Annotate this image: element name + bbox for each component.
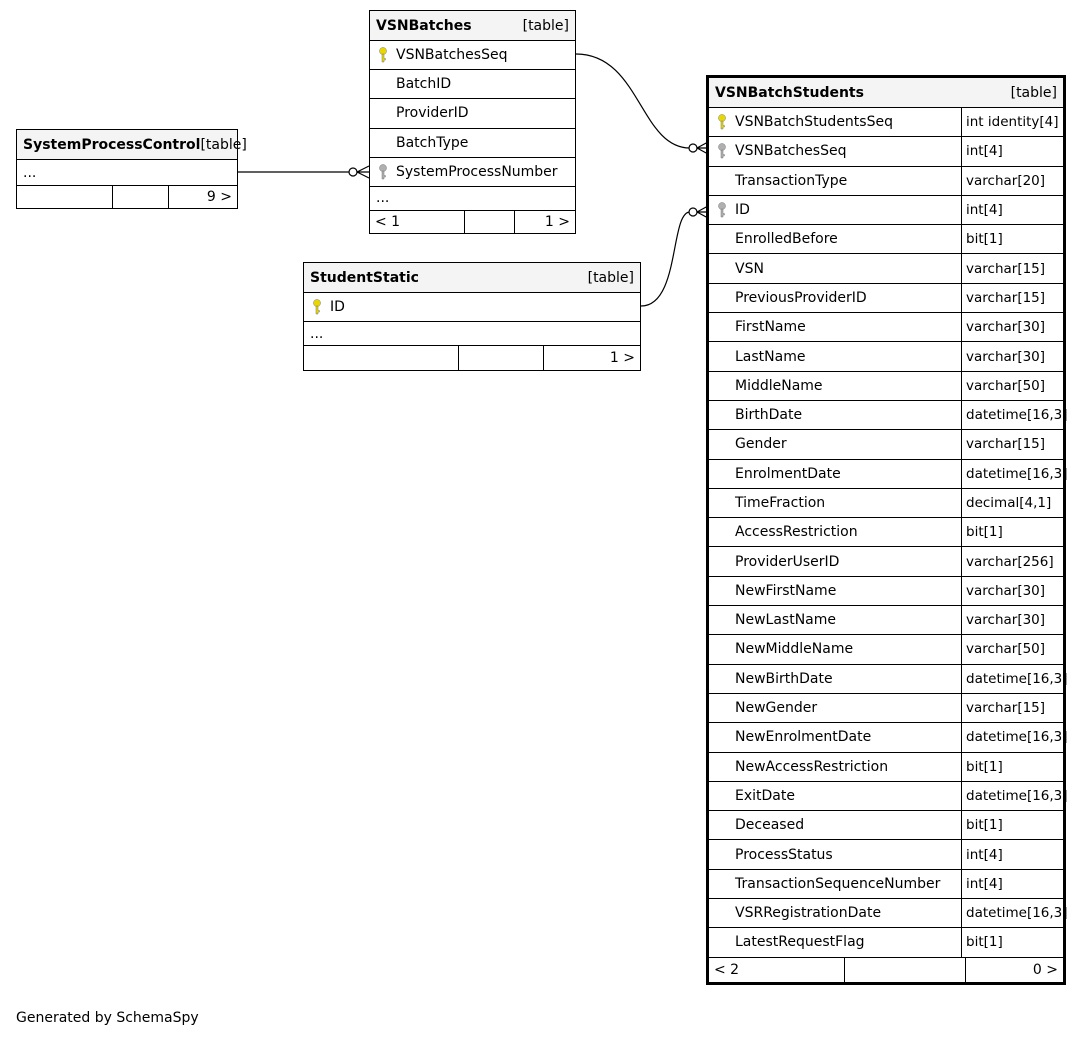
table-footer [17,186,237,208]
column-type: varchar[30] [961,342,1063,370]
column-row[interactable] [709,899,1068,928]
column-type: varchar[30] [961,313,1063,341]
column-name-cell [709,753,961,781]
footer-parents: < 1 [375,213,401,230]
column-name-cell [304,293,640,321]
column-row[interactable] [709,430,1063,459]
table-header [370,11,575,41]
column-name-cell [709,811,961,839]
column-name: LastName [735,348,806,365]
table-name: VSNBatches [376,17,472,34]
table-name: SystemProcessControl [23,136,201,153]
column-type: varchar[15] [961,430,1063,458]
link-vsnbatches-students [576,54,690,148]
column-name-cell [709,723,961,751]
column-type: int[4] [961,137,1063,165]
column-type: bit[1] [961,811,1063,839]
column-name: NewFirstName [735,582,837,599]
column-name-cell [709,547,961,575]
column-name: ID [330,299,345,315]
column-type: datetime[16,3] [961,460,1063,488]
column-row[interactable] [709,401,1068,430]
footer-middle [844,958,965,982]
column-type: varchar[20] [961,167,1063,195]
column-type: varchar[50] [961,635,1063,663]
column-row[interactable] [709,284,1063,313]
key-icon-slot [709,143,735,159]
column-name-cell [709,108,961,136]
column-name: NewGender [735,700,818,717]
column-name-cell [709,342,961,370]
link-zero-marker [689,144,697,152]
column-row[interactable] [709,460,1068,489]
footer-middle [112,186,168,208]
column-type: varchar[15] [961,254,1063,282]
column-type: datetime[16,3] [961,401,1063,429]
column-name: VSNBatchStudentsSeq [735,114,893,131]
table-footer [709,958,1063,982]
column-name-cell [709,284,961,312]
column-list [304,293,640,322]
column-row[interactable] [709,196,1063,225]
column-name-cell [709,840,961,868]
footer-children: 0 > [965,958,1063,982]
column-type: bit[1] [961,928,1063,956]
column-row[interactable] [709,782,1068,811]
column-row[interactable] [709,225,1063,254]
table-systemprocesscontrol[interactable] [16,129,247,209]
table-kind: [table] [522,17,569,34]
link-zero-marker [689,208,697,216]
column-row[interactable] [709,811,1063,840]
column-name-cell [370,41,575,69]
footer-parents [304,346,458,370]
column-row[interactable] [709,518,1063,547]
column-row[interactable] [709,372,1063,401]
column-row[interactable] [709,254,1063,283]
column-name: NewEnrolmentDate [735,729,872,746]
foreign-key-icon [378,164,388,180]
footer-children: 1 > [514,211,575,233]
key-icon-slot [370,47,396,63]
column-type: datetime[16,3] [961,899,1063,927]
link-zero-marker [349,168,357,176]
footer-parents: < 2 [714,961,740,978]
primary-key-icon [378,47,388,63]
column-name-cell [709,635,961,663]
column-type: int[4] [961,196,1063,224]
column-row[interactable] [709,753,1063,782]
column-type: datetime[16,3] [961,665,1063,693]
column-name-cell [709,460,961,488]
foreign-key-icon [717,143,727,159]
primary-key-icon [312,299,322,315]
column-type: datetime[16,3] [961,723,1063,751]
column-name-cell [709,254,961,282]
column-type: varchar[15] [961,694,1063,722]
column-name-cell [709,372,961,400]
column-row[interactable] [709,167,1063,196]
column-name: VSNBatchesSeq [735,143,847,160]
column-type: int identity[4] [961,108,1063,136]
table-vsnbatchstudents[interactable] [706,75,1066,985]
column-type: varchar[30] [961,577,1063,605]
column-name-cell [709,518,961,546]
column-name: LatestRequestFlag [735,934,865,951]
column-name-cell [709,665,961,693]
table-name: VSNBatchStudents [715,84,864,101]
column-name-cell [709,430,961,458]
column-type: datetime[16,3] [961,782,1063,810]
column-row[interactable] [370,129,575,158]
column-name: Deceased [735,817,805,834]
table-footer [370,211,575,233]
column-name-cell [709,167,961,195]
key-icon-slot [370,164,396,180]
column-list [370,41,575,187]
primary-key-icon [717,114,727,130]
column-name-cell [709,782,961,810]
column-row[interactable] [709,489,1063,518]
column-row[interactable] [370,158,575,187]
column-type: int[4] [961,870,1063,898]
column-name: NewMiddleName [735,641,854,658]
table-footer [304,346,640,370]
footer-parents [17,186,112,208]
column-type: bit[1] [961,225,1063,253]
column-row[interactable] [709,635,1063,664]
column-name: NewLastName [735,612,837,629]
column-row[interactable] [709,547,1063,576]
column-name: BatchType [396,134,469,151]
column-name: ProcessStatus [735,846,833,863]
column-row[interactable] [709,342,1063,371]
column-name: VSNBatchesSeq [396,47,508,64]
column-name: FirstName [735,319,806,336]
column-row[interactable] [709,870,1063,899]
column-name: ID [735,202,750,219]
column-type: decimal[4,1] [961,489,1063,517]
column-name-cell [709,401,961,429]
column-name-cell [709,137,961,165]
generator-credit: Generated by SchemaSpy [16,1010,199,1026]
foreign-key-icon [717,202,727,218]
column-row[interactable] [709,606,1063,635]
column-name: MiddleName [735,377,823,394]
column-row[interactable] [709,577,1063,606]
footer-middle [464,211,514,233]
column-name: ProviderUserID [735,553,840,570]
column-row[interactable] [709,840,1063,869]
column-row[interactable] [709,723,1068,752]
column-type: varchar[15] [961,284,1063,312]
column-name-cell [709,489,961,517]
table-name: StudentStatic [310,269,419,286]
column-name: VSN [735,260,764,277]
column-list [709,108,1068,958]
column-type: bit[1] [961,518,1063,546]
column-type: varchar[50] [961,372,1063,400]
column-name-cell [709,313,961,341]
link-crowfoot [357,166,369,178]
column-name-cell [370,129,575,157]
column-type: bit[1] [961,753,1063,781]
column-name: SystemProcessNumber [396,163,558,180]
column-name-cell [709,606,961,634]
table-ellipsis: ... [304,322,640,346]
column-name: PreviousProviderID [735,289,867,306]
column-name: EnrolmentDate [735,465,841,482]
column-row[interactable] [709,137,1063,166]
column-name: TransactionType [735,172,848,189]
column-name-cell [709,899,961,927]
column-name: TimeFraction [735,495,826,511]
key-icon-slot [709,202,735,218]
column-name: EnrolledBefore [735,231,838,248]
column-name: ExitDate [735,787,795,804]
column-name: NewAccessRestriction [735,758,889,775]
table-header [709,78,1063,108]
column-name: ProviderID [396,105,469,122]
column-row[interactable] [709,665,1068,694]
column-type: varchar[256] [961,547,1063,575]
column-name: NewBirthDate [735,670,833,687]
column-row[interactable] [370,99,575,128]
column-name-cell [709,225,961,253]
column-type: varchar[30] [961,606,1063,634]
column-name-cell [709,196,961,224]
footer-children: 1 > [543,346,640,370]
footer-children: 9 > [168,186,237,208]
table-kind: [table] [587,269,634,286]
column-row[interactable] [709,928,1063,957]
column-name: AccessRestriction [735,524,858,541]
column-name: BatchID [396,76,452,93]
key-icon-slot [709,114,735,130]
table-ellipsis: ... [370,187,575,211]
table-ellipsis: ... [17,160,237,186]
column-name-cell [370,70,575,98]
footer-middle [458,346,543,370]
column-name-cell [370,99,575,127]
column-row[interactable] [304,293,640,322]
link-studentstatic-students [641,212,690,306]
table-header [17,130,247,160]
table-studentstatic[interactable] [303,262,641,371]
table-header [304,263,640,293]
table-kind: [table] [200,136,247,153]
column-row[interactable] [709,313,1063,342]
column-row[interactable] [370,41,575,70]
table-vsnbatches[interactable] [369,10,576,234]
column-name: TransactionSequenceNumber [735,875,941,892]
column-name: BirthDate [735,407,803,424]
column-name: Gender [735,436,787,453]
column-row[interactable] [709,108,1063,137]
column-name-cell [709,928,961,956]
column-name-cell [709,870,961,898]
column-row[interactable] [709,694,1063,723]
key-icon-slot [304,299,330,315]
column-name-cell [709,694,961,722]
column-type: int[4] [961,840,1063,868]
column-name-cell [709,577,961,605]
column-name-cell [370,158,575,186]
column-row[interactable] [370,70,575,99]
table-kind: [table] [1010,84,1057,101]
column-name: VSRRegistrationDate [735,905,882,922]
